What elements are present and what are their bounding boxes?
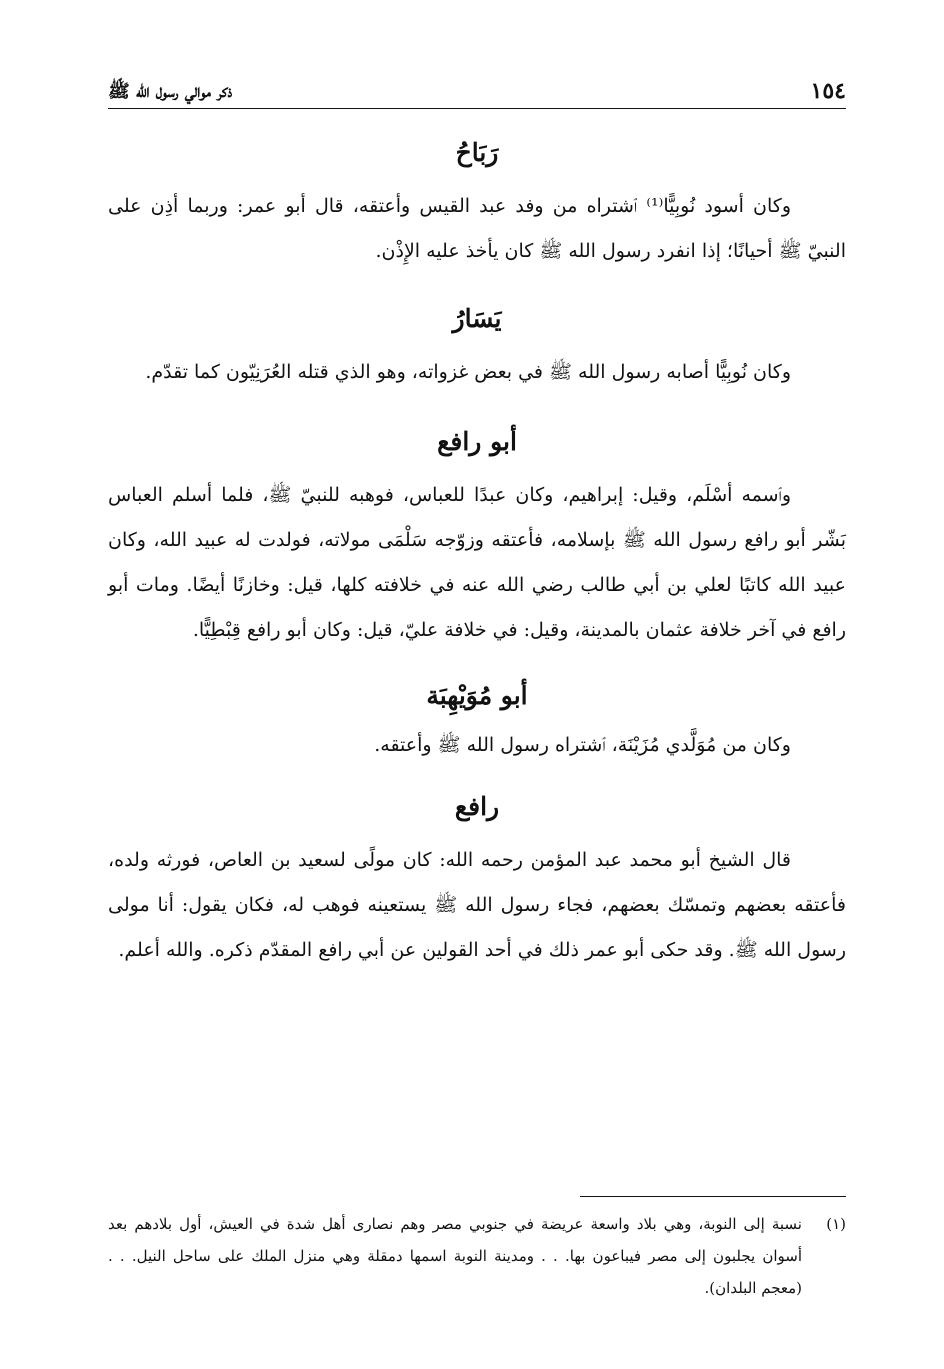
section-paragraph-yasar: وكان نُوبِيًّا أصابه رسول الله ﷺ في بعض غزواته، وهو الذي قتله العُرَنِيّون كما تقدّم. [145,361,791,383]
running-header [108,78,846,109]
footnote [108,1208,846,1304]
footnote-marker: (١) [826,1215,846,1233]
section-heading-rabah: رَبَاحُ [455,138,499,167]
footnote-text: نسبة إلى النوبة، وهي بلاد واسعة عريضة في جنوبي مصر وهم نصارى أهل شدة في العيش، أول بلادهم بعد أسوان يجلبون إلى مصر فيباعون بها. . . ومدينة النوبة اسمها دمقلة وهي منزل الملك على ساحل النيل. . . (معجم البلدان). [108,1215,802,1297]
section-heading-rafi: رافع [454,792,500,821]
section-paragraph-abu-rafi: وٱسمه أسْلَم، وقيل: إبراهيم، وكان عبدًا للعباس، فوهبه للنبيّ ﷺ، فلما أسلم العباس بَشّر أبو رافع رسول الله ﷺ بإسلامه، فأعتقه وزوّجه سَلْمَى مولاته، فولدت له عبيد الله، وكان عبيد الله كاتبًا لعلي بن أبي طالب رضي الله عنه في خلافته كلها، قيل: وخازنًا أيضًا. ومات أبو رافع في آخر خلافة عثمان بالمدينة، وقيل: في خلافة عليّ، قيل: وكان أبو رافع قِبْطِيًّا. [108,484,846,641]
section-heading-abu-rafi: أبو رافع [437,427,517,456]
section-paragraph-abu-muwayhiba: وكان من مُوَلَّدي مُزَيْنَة، ٱشتراه رسول الله ﷺ وأعتقه. [374,734,791,756]
section-paragraph-rafi: قال الشيخ أبو محمد عبد المؤمن رحمه الله: كان مولًى لسعيد بن العاص، فورثه ولده، فأعتقه بعضهم وتمسّك بعضهم، فجاء رسول الله ﷺ يستعينه فوهب له، فكان يقول: أنا مولى رسول الله ﷺ. وقد حكى أبو عمر ذلك في أحد القولين عن أبي رافع المقدّم ذكره. والله أعلم. [108,849,846,961]
running-title: ذكر موالي رسول الله ﷺ [108,81,233,102]
page-number: ١٥٤ [810,78,846,104]
section-heading-abu-muwayhiba: أبو مُوَيْهِبَة [426,681,528,710]
section-heading-yasar: يَسَارُ [452,304,502,333]
main-text [108,130,846,973]
footnote-divider [580,1196,846,1197]
section-paragraph-rabah: وكان أسود نُوبِيًّا⁽¹⁾ ٱشتراه من وفد عبد القيس وأعتقه، قال أبو عمر: وربما أذِن على النبيّ ﷺ أحيانًا؛ إذا انفرد رسول الله ﷺ كان يأخذ عليه الإِذْن. [108,195,846,262]
